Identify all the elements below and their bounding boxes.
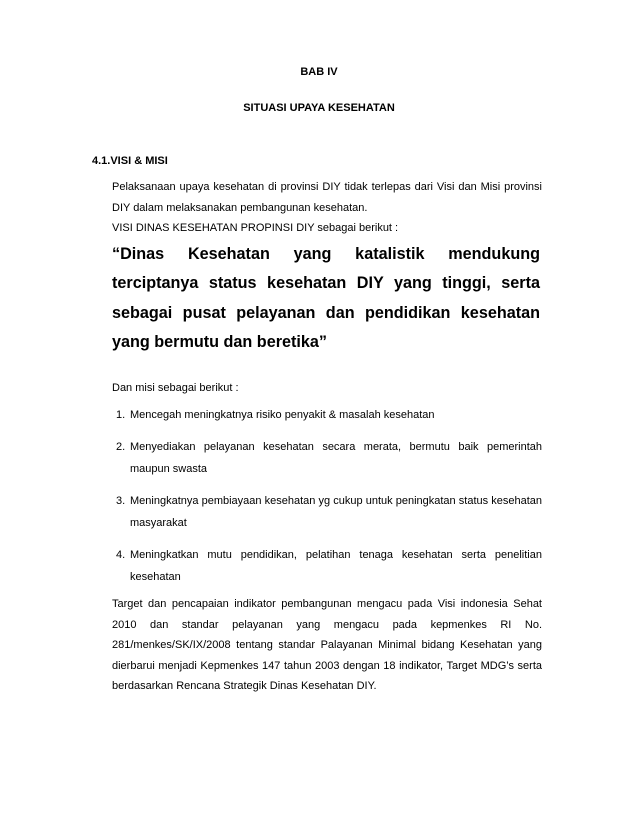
mission-item: [112, 544, 542, 588]
visi-label: VISI DINAS KESEHATAN PROPINSI DIY sebagai berikut :: [112, 222, 399, 234]
section-heading: 4.1.VISI & MISI: [92, 155, 168, 167]
misi-label: Dan misi sebagai berikut :: [112, 382, 239, 394]
chapter-heading: BAB IV: [300, 66, 338, 78]
vision-statement: “Dinas Kesehatan yang katalistik mendukung terciptanya status kesehatan DIY yang tinggi, serta sebagai pusat pelayanan dan pendidikan kesehatan yang bermutu dan beretika”: [112, 245, 540, 351]
mission-item: [112, 436, 542, 480]
mission-text: Meningkatnya pembiayaan kesehatan yg cukup untuk peningkatan status kesehatan masyarakat: [130, 495, 542, 529]
mission-number: 2.: [116, 441, 126, 453]
chapter-title: SITUASI UPAYA KESEHATAN: [243, 102, 395, 114]
mission-text: Meningkatkan mutu pendidikan, pelatihan tenaga kesehatan serta penelitian kesehatan: [130, 549, 542, 583]
intro-paragraph: Pelaksanaan upaya kesehatan di provinsi DIY tidak terlepas dari Visi dan Misi provinsi DIY dalam melaksanakan pembangunan kesehatan.: [112, 181, 542, 214]
mission-text: Menyediakan pelayanan kesehatan secara merata, bermutu baik pemerintah maupun swasta: [130, 441, 542, 475]
mission-list: [112, 404, 542, 598]
mission-number: 1.: [116, 409, 126, 421]
mission-text: Mencegah meningkatnya risiko penyakit & masalah kesehatan: [130, 409, 435, 421]
mission-item: [112, 404, 542, 426]
target-paragraph: Target dan pencapaian indikator pembangunan mengacu pada Visi indonesia Sehat 2010 dan standar pelayanan yang mengacu pada kepmenkes RI No. 281/menkes/SK/IX/2008 tentang standar Palayanan Minimal bidang Kesehatan yang dierbarui menjadi Kepmenkes 147 tahun 2003 dengan 18 indikator, Target MDG’s serta berdasarkan Rencana Strategik Dinas Kesehatan DIY.: [112, 598, 542, 692]
mission-item: [112, 490, 542, 534]
mission-number: 3.: [116, 495, 126, 507]
mission-number: 4.: [116, 549, 126, 561]
